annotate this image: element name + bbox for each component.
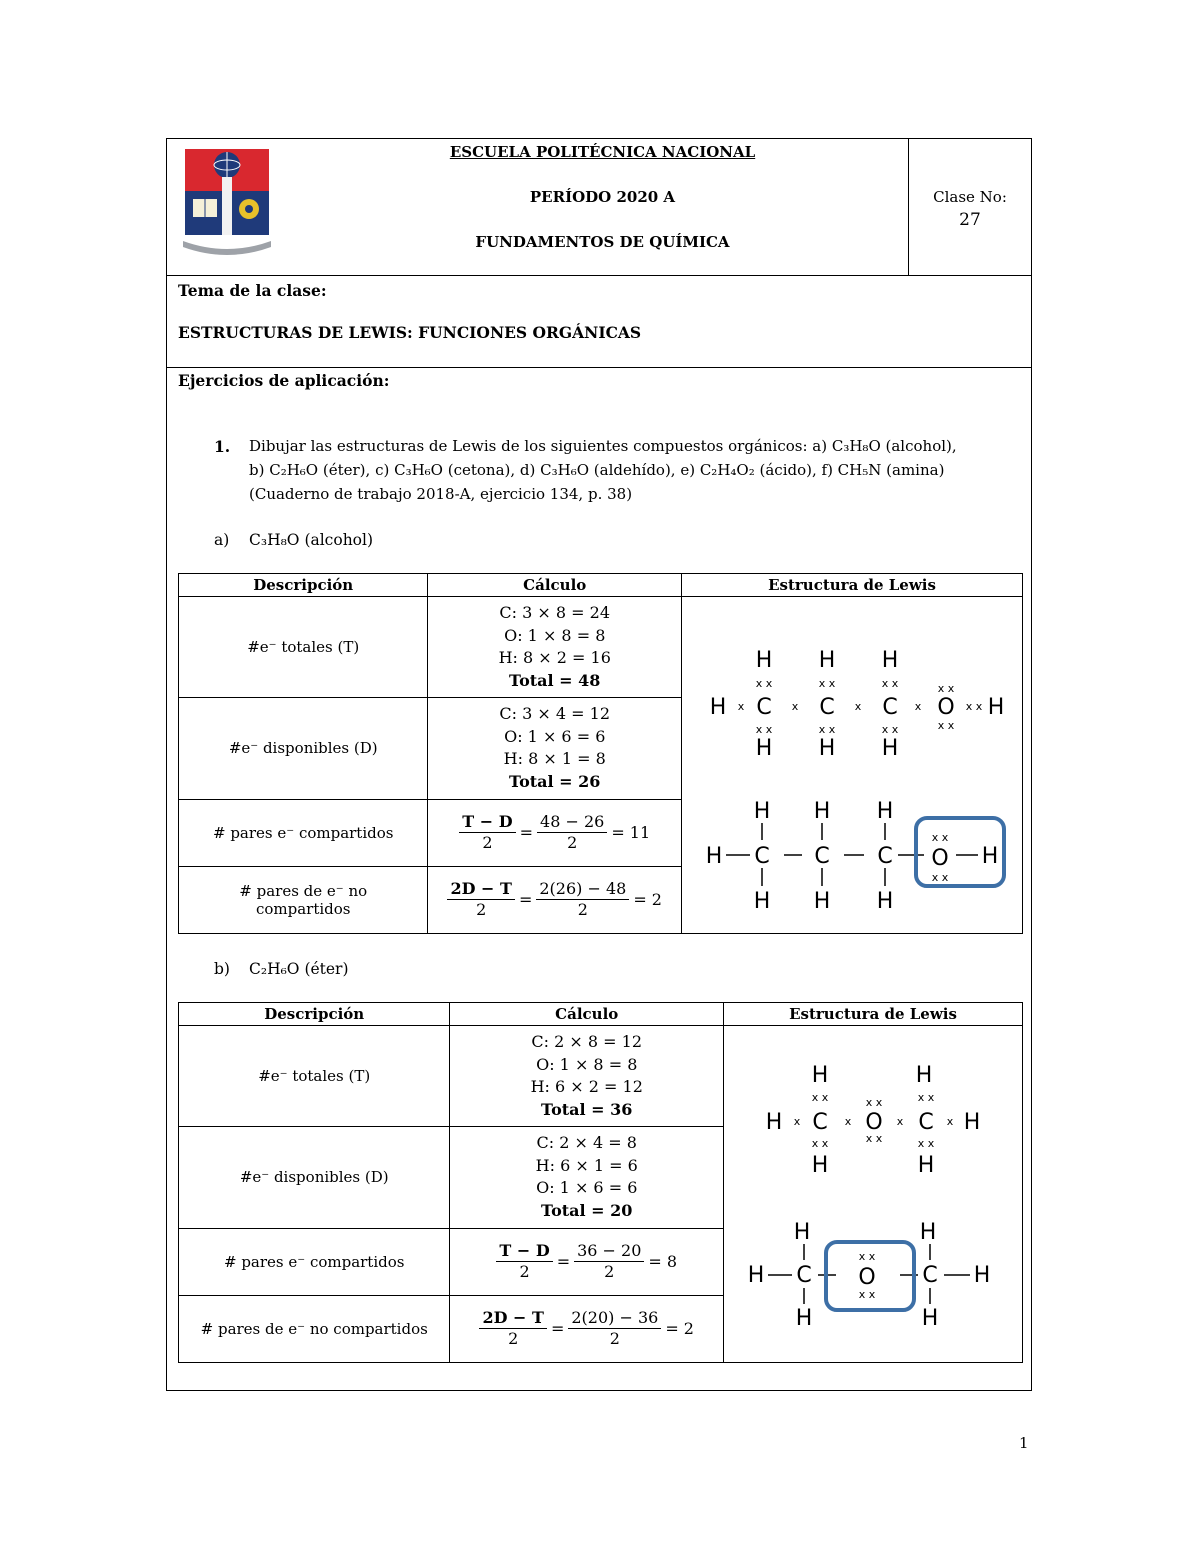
fraction-denominator: 2: [508, 1329, 519, 1349]
electron-pair: x x: [881, 677, 899, 690]
result: = 8: [648, 1252, 678, 1272]
electron-pair: x x: [818, 677, 836, 690]
fraction-numerator: 2(20) − 36: [568, 1308, 661, 1329]
atom-h: H: [987, 695, 1005, 720]
atom-h: H: [917, 1153, 935, 1178]
calc-total: [428, 597, 682, 698]
school-name: ESCUELA POLITÉCNICA NACIONAL: [449, 143, 756, 161]
atom-c: C: [922, 1263, 938, 1288]
atom-h: H: [755, 648, 773, 673]
header-lewis: Estructura de Lewis: [723, 1003, 1022, 1026]
calc-unshared-pairs: $\frac{2D - T}{2}$ = $\frac{2(26) - 48}{2}$ = 2: [428, 866, 682, 933]
calc-line: H: 8 × 2 = 16: [498, 648, 611, 668]
lone-pair: x x: [865, 1096, 883, 1109]
atom-o: O: [931, 846, 949, 871]
calc-line: H: 6 × 2 = 12: [530, 1077, 643, 1097]
lone-pair: x x: [858, 1250, 876, 1263]
fraction-denominator: 2: [567, 833, 578, 853]
desc-available: #e⁻ disponibles (D): [179, 1127, 450, 1228]
header-lewis: Estructura de Lewis: [681, 574, 1022, 597]
atom-h: H: [981, 844, 999, 869]
calc-available: [450, 1127, 724, 1228]
topic-label: Tema de la clase:: [178, 281, 327, 300]
atom-c: C: [819, 695, 835, 720]
electron-pair: x: [914, 700, 922, 713]
desc-line: # pares de e⁻ no: [239, 881, 368, 900]
lewis-diagram-a: [682, 597, 1022, 933]
lone-pair: x x: [931, 831, 949, 844]
atom-c: C: [918, 1110, 934, 1135]
lone-pair: x x: [931, 871, 949, 884]
calc-shared-pairs: $\frac{T - D}{2}$ = $\frac{48 - 26}{2}$ = 11: [428, 799, 682, 866]
fraction-denominator: 2: [476, 900, 487, 920]
calc-line: O: 1 × 8 = 8: [536, 1054, 638, 1074]
desc-available: #e⁻ disponibles (D): [179, 698, 428, 799]
electron-pair: x: [791, 700, 799, 713]
fraction-denominator: 2: [482, 833, 493, 853]
electron-pair: x x: [917, 1137, 935, 1150]
atom-c: C: [796, 1263, 812, 1288]
part-a-label: a): [214, 531, 230, 549]
calc-line: C: 3 × 4 = 12: [499, 704, 611, 724]
fraction-numerator: 36 − 20: [574, 1241, 644, 1262]
calc-shared-pairs: $\frac{T - D}{2}$ = $\frac{36 - 20}{2}$ = 8: [450, 1228, 724, 1295]
lone-pair: x x: [937, 682, 955, 695]
period: PERÍODO 2020 A: [529, 188, 676, 206]
electron-pair: x: [844, 1115, 852, 1128]
atom-h: H: [813, 799, 831, 824]
calc-total-line: Total = 20: [541, 1200, 633, 1220]
atom-h: H: [818, 648, 836, 673]
class-number-block: [909, 139, 1031, 275]
school-logo: [177, 147, 277, 259]
atom-h: H: [747, 1263, 765, 1288]
electron-pair: x x: [965, 700, 983, 713]
electron-pair: x: [737, 700, 745, 713]
result: = 2: [665, 1319, 694, 1339]
calc-total-line: Total = 48: [509, 670, 601, 690]
calc-total-line: Total = 36: [541, 1099, 633, 1119]
fraction-numerator: 2D − T: [479, 1308, 546, 1329]
fraction-denominator: 2: [609, 1329, 620, 1349]
calc-line: O: 1 × 6 = 6: [536, 1178, 638, 1198]
lewis-structure-b: [723, 1026, 1022, 1363]
atom-c: C: [882, 695, 898, 720]
atom-h: H: [811, 1153, 829, 1178]
header-description: Descripción: [179, 1003, 450, 1026]
calc-total: [450, 1026, 724, 1127]
part-b-label: b): [214, 960, 230, 978]
atom-h: H: [753, 799, 771, 824]
header-calculation: Cálculo: [450, 1003, 724, 1026]
atom-c: C: [812, 1110, 828, 1135]
electron-pair: x x: [811, 1137, 829, 1150]
lone-pair: x x: [865, 1132, 883, 1145]
atom-h: H: [973, 1263, 991, 1288]
desc-line: compartidos: [255, 899, 351, 918]
part-a-compound: C₃H₈O (alcohol): [249, 531, 374, 549]
class-label: Clase No:: [933, 188, 1007, 206]
atom-h: H: [921, 1306, 939, 1331]
atom-h: H: [765, 1110, 783, 1135]
desc-shared-pairs: # pares e⁻ compartidos: [179, 799, 428, 866]
calc-line: H: 8 × 1 = 8: [503, 749, 606, 769]
atom-h: H: [793, 1220, 811, 1245]
page-number: 1: [1019, 1434, 1029, 1452]
atom-h: H: [876, 889, 894, 914]
question-line-2: b) C₂H₆O (éter), c) C₃H₆O (cetona), d) C₃H₆O (aldehído), e) C₂H₄O₂ (ácido), f) CH₅N (amina): [249, 461, 945, 479]
atom-h: H: [813, 889, 831, 914]
class-number: 27: [959, 210, 981, 230]
calc-line: O: 1 × 8 = 8: [504, 625, 606, 645]
atom-c: C: [754, 844, 770, 869]
atom-o: O: [937, 695, 955, 720]
electron-pair: x x: [917, 1091, 935, 1104]
atom-o: O: [865, 1110, 883, 1135]
fraction-numerator: T − D: [459, 812, 515, 833]
fraction-numerator: 48 − 26: [537, 812, 607, 833]
fraction-denominator: 2: [604, 1262, 615, 1282]
electron-pair: x: [793, 1115, 801, 1128]
atom-c: C: [756, 695, 772, 720]
fraction-numerator: 2(26) − 48: [536, 879, 629, 900]
electron-pair: x x: [755, 723, 773, 736]
fraction-denominator: 2: [577, 900, 588, 920]
electron-pair: x x: [818, 723, 836, 736]
header-description: Descripción: [179, 574, 428, 597]
lewis-diagram-b: [724, 1026, 1022, 1362]
atom-o: O: [858, 1265, 876, 1290]
exercises-label: Ejercicios de aplicación:: [178, 371, 390, 390]
atom-h: H: [709, 695, 727, 720]
question-line-3: (Cuaderno de trabajo 2018-A, ejercicio 134, p. 38): [249, 485, 633, 503]
part-b-compound: C₂H₆O (éter): [249, 960, 349, 978]
desc-unshared-pairs: # pares de e⁻ no compartidos: [179, 1295, 450, 1362]
desc-total: #e⁻ totales (T): [179, 597, 428, 698]
lewis-structure-a: [681, 597, 1022, 934]
atom-h: H: [881, 648, 899, 673]
atom-c: C: [814, 844, 830, 869]
atom-h: H: [963, 1110, 981, 1135]
question-number: 1.: [214, 437, 231, 456]
atom-h: H: [919, 1220, 937, 1245]
question-line-1: Dibujar las estructuras de Lewis de los siguientes compuestos orgánicos: a) C₃H₈O (alcohol),: [249, 437, 957, 455]
calc-total-line: Total = 26: [509, 771, 601, 791]
desc-total: #e⁻ totales (T): [179, 1026, 450, 1127]
electron-pair: x x: [881, 723, 899, 736]
calc-line: C: 2 × 4 = 8: [536, 1133, 637, 1153]
electron-pair: x x: [755, 677, 773, 690]
atom-h: H: [753, 889, 771, 914]
desc-shared-pairs: # pares e⁻ compartidos: [179, 1228, 450, 1295]
lone-pair: x x: [858, 1288, 876, 1301]
atom-h: H: [811, 1063, 829, 1088]
atom-h: H: [818, 736, 836, 761]
electron-pair: x: [854, 700, 862, 713]
electron-pair: x: [946, 1115, 954, 1128]
lone-pair: x x: [937, 719, 955, 732]
calc-unshared-pairs: $\frac{2D - T}{2}$ = $\frac{2(20) - 36}{2}$ = 2: [450, 1295, 724, 1362]
atom-h: H: [876, 799, 894, 824]
electron-pair: x: [896, 1115, 904, 1128]
desc-unshared-pairs: [179, 866, 428, 933]
header: [167, 139, 1031, 276]
topic-title: ESTRUCTURAS DE LEWIS: FUNCIONES ORGÁNICAS: [178, 323, 642, 342]
fraction-numerator: T − D: [496, 1241, 552, 1262]
atom-h: H: [705, 844, 723, 869]
electron-pair: x x: [811, 1091, 829, 1104]
header-title-block: [297, 139, 909, 275]
atom-c: C: [877, 844, 893, 869]
atom-h: H: [881, 736, 899, 761]
calc-line: C: 2 × 8 = 12: [531, 1032, 643, 1052]
atom-h: H: [915, 1063, 933, 1088]
course-name: FUNDAMENTOS DE QUÍMICA: [475, 233, 730, 251]
calc-available: [428, 698, 682, 799]
header-calculation: Cálculo: [428, 574, 682, 597]
calc-line: C: 3 × 8 = 24: [499, 603, 611, 623]
atom-h: H: [795, 1306, 813, 1331]
result: = 11: [611, 823, 651, 843]
result: = 2: [633, 890, 662, 910]
fraction-denominator: 2: [519, 1262, 530, 1282]
calc-line: H: 6 × 1 = 6: [535, 1155, 638, 1175]
fraction-numerator: 2D − T: [447, 879, 514, 900]
part-a-table: [178, 573, 1023, 934]
part-b-table: [178, 1002, 1023, 1363]
atom-h: H: [755, 736, 773, 761]
calc-line: O: 1 × 6 = 6: [504, 726, 606, 746]
